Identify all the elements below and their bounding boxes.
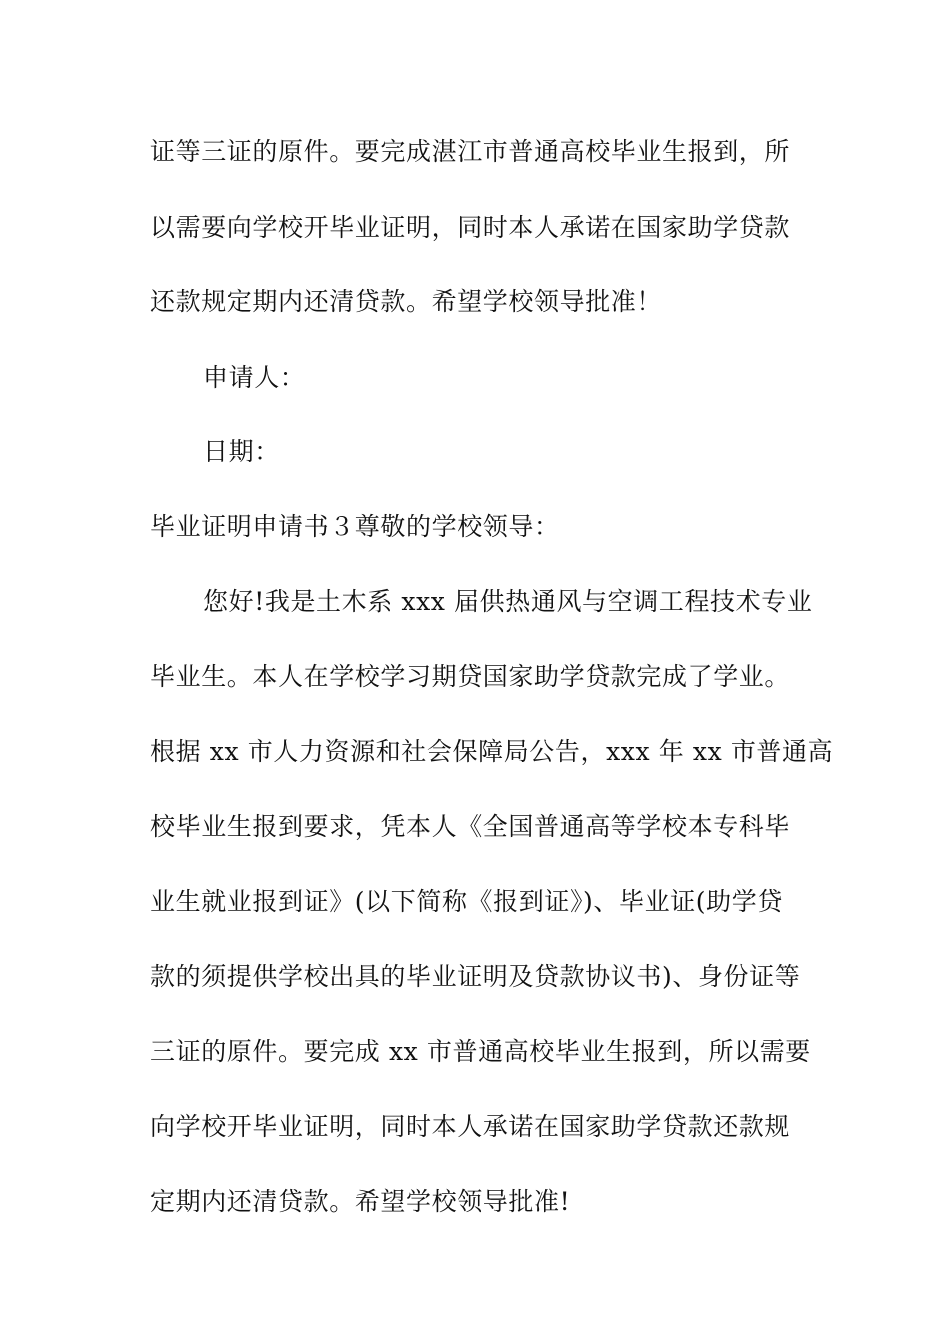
date-label: 日期：	[203, 437, 280, 466]
section-heading: 毕业证明申请书３尊敬的学校领导：	[150, 512, 560, 541]
paragraph-line: 以需要向学校开毕业证明，同时本人承诺在国家助学贷款	[150, 213, 791, 242]
paragraph-line: 证等三证的原件。要完成湛江市普通高校毕业生报到，所	[150, 137, 791, 166]
paragraph-line: 校毕业生报到要求，凭本人《全国普通高等学校本专科毕	[150, 812, 791, 841]
paragraph-line: 您好!我是土木系 xxx 届供热通风与空调工程技术专业	[203, 587, 813, 616]
applicant-label: 申请人：	[203, 363, 306, 392]
paragraph-line: 三证的原件。要完成 xx 市普通高校毕业生报到，所以需要	[150, 1037, 811, 1066]
paragraph-line: 根据 xx 市人力资源和社会保障局公告，xxx 年 xx 市普通高	[150, 737, 834, 766]
paragraph-line: 业生就业报到证》(以下简称《报到证》)、毕业证(助学贷	[150, 887, 783, 916]
paragraph-line: 向学校开毕业证明，同时本人承诺在国家助学贷款还款规	[150, 1112, 791, 1141]
paragraph-line: 定期内还清贷款。希望学校领导批准!	[150, 1187, 571, 1216]
paragraph-line: 款的须提供学校出具的毕业证明及贷款协议书)、身份证等	[150, 962, 801, 991]
paragraph-line: 毕业生。本人在学校学习期贷国家助学贷款完成了学业。	[150, 662, 791, 691]
paragraph-line: 还款规定期内还清贷款。希望学校领导批准！	[150, 287, 663, 316]
